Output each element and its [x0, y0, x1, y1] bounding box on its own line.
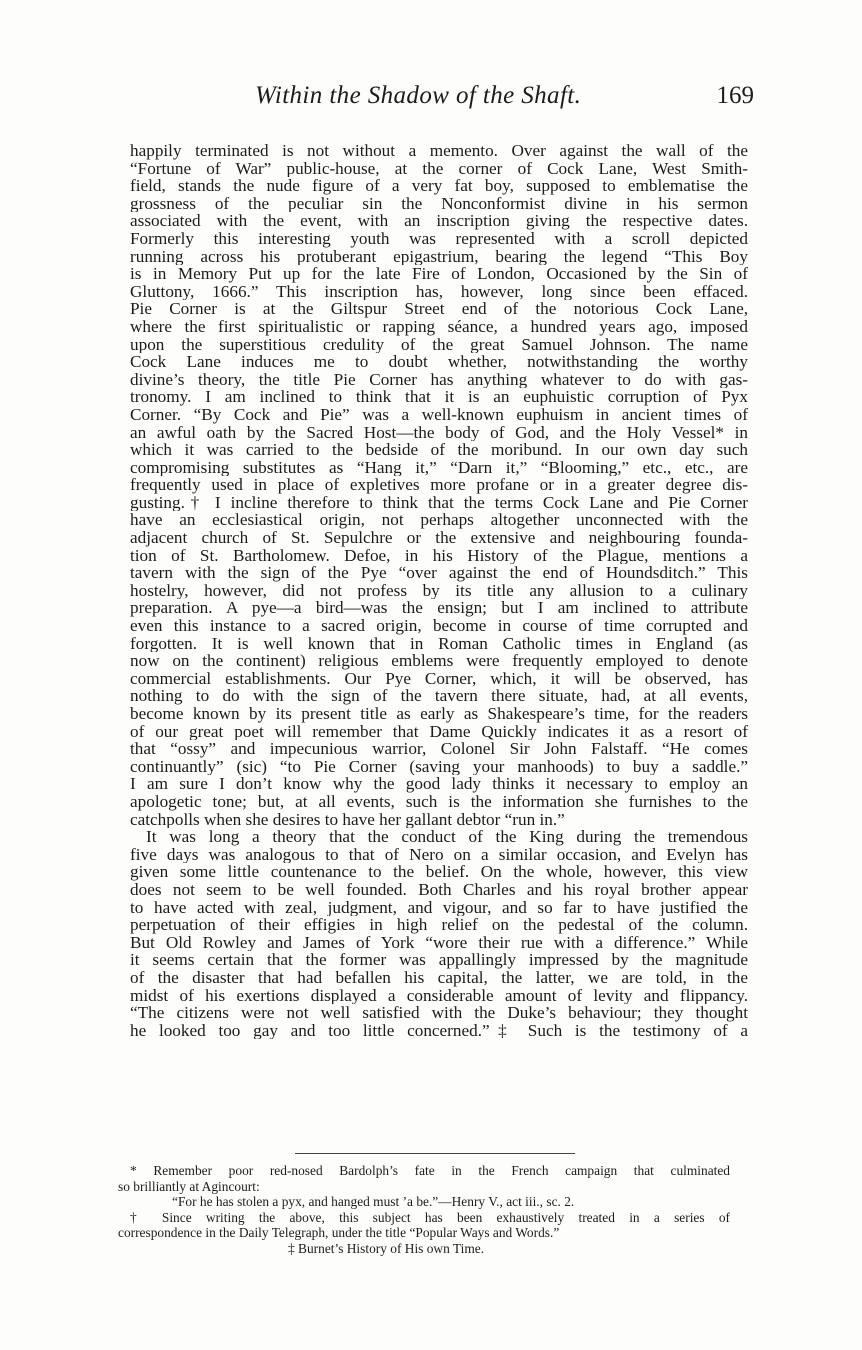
text-line: Formerly this interesting youth was represented with a scroll depicted — [130, 229, 748, 248]
text-line: catchpolls when she desires to have her gallant debtor “run in.” — [130, 810, 565, 829]
text-line: tavern with the sign of the Pye “over against the end of Houndsditch.” This — [130, 564, 748, 582]
text-line: I am sure I don’t know why the good lady thinks it necessary to employ an — [130, 775, 748, 793]
footnotes — [118, 1163, 730, 1257]
text-line: Cock Lane induces me to doubt whether, notwithstanding the worthy — [130, 353, 748, 371]
text-line: forgotten. It is well known that in Roman Catholic times in England (as — [130, 634, 748, 653]
footnote-line: “For he has stolen a pyx, and hanged must ’a be.”—Henry V., act iii., sc. 2. — [172, 1194, 575, 1210]
text-line: now on the continent) religious emblems were frequently employed to denote — [130, 652, 748, 670]
page-number: 169 — [716, 82, 754, 109]
text-line: tion of St. Bartholomew. Defoe, in his History of the Plague, mentions a — [130, 546, 748, 565]
text-line: preparation. A pye—a bird—was the ensign; but I am inclined to attribute — [130, 599, 748, 618]
text-line: field, stands the nude figure of a very fat boy, supposed to emblematise the — [130, 177, 748, 195]
text-line: of the disaster that had befallen his capital, the latter, we are told, in the — [130, 968, 748, 987]
running-title: Within the Shadow of the Shaft. — [255, 82, 582, 109]
text-line: grossness of the peculiar sin the Nonconformist divine in his sermon — [130, 194, 748, 213]
text-line: hostelry, however, did not profess by its title any allusion to a culinary — [130, 581, 748, 600]
text-line: commercial establishments. Our Pye Corner, which, it will be observed, has — [130, 669, 748, 688]
text-line: where the first spiritualistic or rapping séance, a hundred years ago, imposed — [130, 317, 748, 336]
text-line: tronomy. I am inclined to think that it is an euphuistic corruption of Pyx — [130, 388, 748, 406]
text-line: Gluttony, 1666.” This inscription has, however, long since been effaced. — [130, 282, 748, 301]
text-line: Corner. “By Cock and Pie” was a well-known euphuism in ancient times of — [130, 405, 748, 424]
text-line: apologetic tone; but, at all events, such is the information she furnishes to the — [130, 792, 748, 811]
text-line: it seems certain that the former was appallingly impressed by the magnitude — [130, 951, 748, 969]
footnote-line: so brilliantly at Agincourt: — [118, 1178, 260, 1194]
text-line: even this instance to a sacred origin, become in course of time corrupted and — [130, 617, 748, 635]
text-line: that “ossy” and impecunious warrior, Colonel Sir John Falstaff. “He comes — [130, 740, 748, 758]
text-line: he looked too gay and too little concerned.”‡ Such is the testimony of a — [130, 1021, 748, 1040]
text-line: which it was carried to the bedside of the moribund. In our own day such — [130, 441, 748, 459]
text-line: But Old Rowley and James of York “wore their rue with a difference.” While — [130, 933, 748, 952]
running-head — [130, 82, 754, 118]
text-line: associated with the event, with an inscription giving the respective dates. — [130, 212, 748, 230]
text-line: midst of his exertions displayed a considerable amount of levity and flippancy. — [130, 986, 748, 1005]
footnote-line: correspondence in the Daily Telegraph, under the title “Popular Ways and Words.” — [118, 1225, 560, 1241]
footnote-line: ‡ Burnet’s History of His own Time. — [288, 1240, 485, 1256]
text-line: frequently used in place of expletives more profane or in a greater degree dis- — [130, 476, 748, 494]
text-line: become known by its present title as early as Shakespeare’s time, for the readers — [130, 705, 748, 723]
footnote-line: * Remember poor red-nosed Bardolph’s fate in the French campaign that culminated — [130, 1163, 730, 1178]
text-line: running across his protuberant epigastrium, bearing the legend “This Boy — [130, 247, 748, 266]
footnote-divider — [295, 1153, 575, 1154]
body-text — [130, 142, 748, 1039]
text-line: given some little countenance to the belief. On the whole, however, this view — [130, 863, 748, 881]
text-line: Pie Corner is at the Giltspur Street end of the notorious Cock Lane, — [130, 300, 748, 318]
text-line: upon the superstitious credulity of the great Samuel Johnson. The name — [130, 335, 748, 354]
text-line: five days was analogous to that of Nero on a similar occasion, and Evelyn has — [130, 845, 748, 864]
text-line: “The citizens were not well satisfied with the Duke’s behaviour; they thought — [130, 1004, 748, 1022]
text-line: “Fortune of War” public-house, at the corner of Cock Lane, West Smith- — [130, 159, 748, 178]
text-line: It was long a theory that the conduct of the King during the tremendous — [146, 828, 748, 846]
text-line: gusting.† I incline therefore to think that the terms Cock Lane and Pie Corner — [130, 493, 748, 512]
text-line: to have acted with zeal, judgment, and vigour, and so far to have justified the — [130, 898, 748, 917]
text-line: adjacent church of St. Sepulchre or the extensive and neighbouring founda- — [130, 529, 748, 547]
text-line: happily terminated is not without a memento. Over against the wall of the — [130, 142, 748, 160]
text-line: nothing to do with the sign of the tavern there situate, had, at all events, — [130, 687, 748, 705]
text-line: divine’s theory, the title Pie Corner has anything whatever to do with gas- — [130, 370, 748, 389]
text-line: perpetuation of their effigies in high relief on the pedestal of the column. — [130, 916, 748, 934]
text-line: is in Memory Put up for the late Fire of London, Occasioned by the Sin of — [130, 265, 748, 283]
text-line: compromising substitutes as “Hang it,” “Darn it,” “Blooming,” etc., etc., are — [130, 458, 748, 477]
text-line: continuantly” (sic) “to Pie Corner (saving your manhoods) to buy a saddle.” — [130, 757, 748, 776]
text-line: have an ecclesiastical origin, not perhaps altogether unconnected with the — [130, 511, 748, 530]
footnote-line: † Since writing the above, this subject has been exhaustively treated in a series of — [130, 1209, 730, 1225]
text-line: does not seem to be well founded. Both Charles and his royal brother appear — [130, 880, 748, 899]
text-line: of our great poet will remember that Dame Quickly indicates it as a resort of — [130, 722, 748, 741]
text-line: an awful oath by the Sacred Host—the body of God, and the Holy Vessel* in — [130, 423, 748, 442]
